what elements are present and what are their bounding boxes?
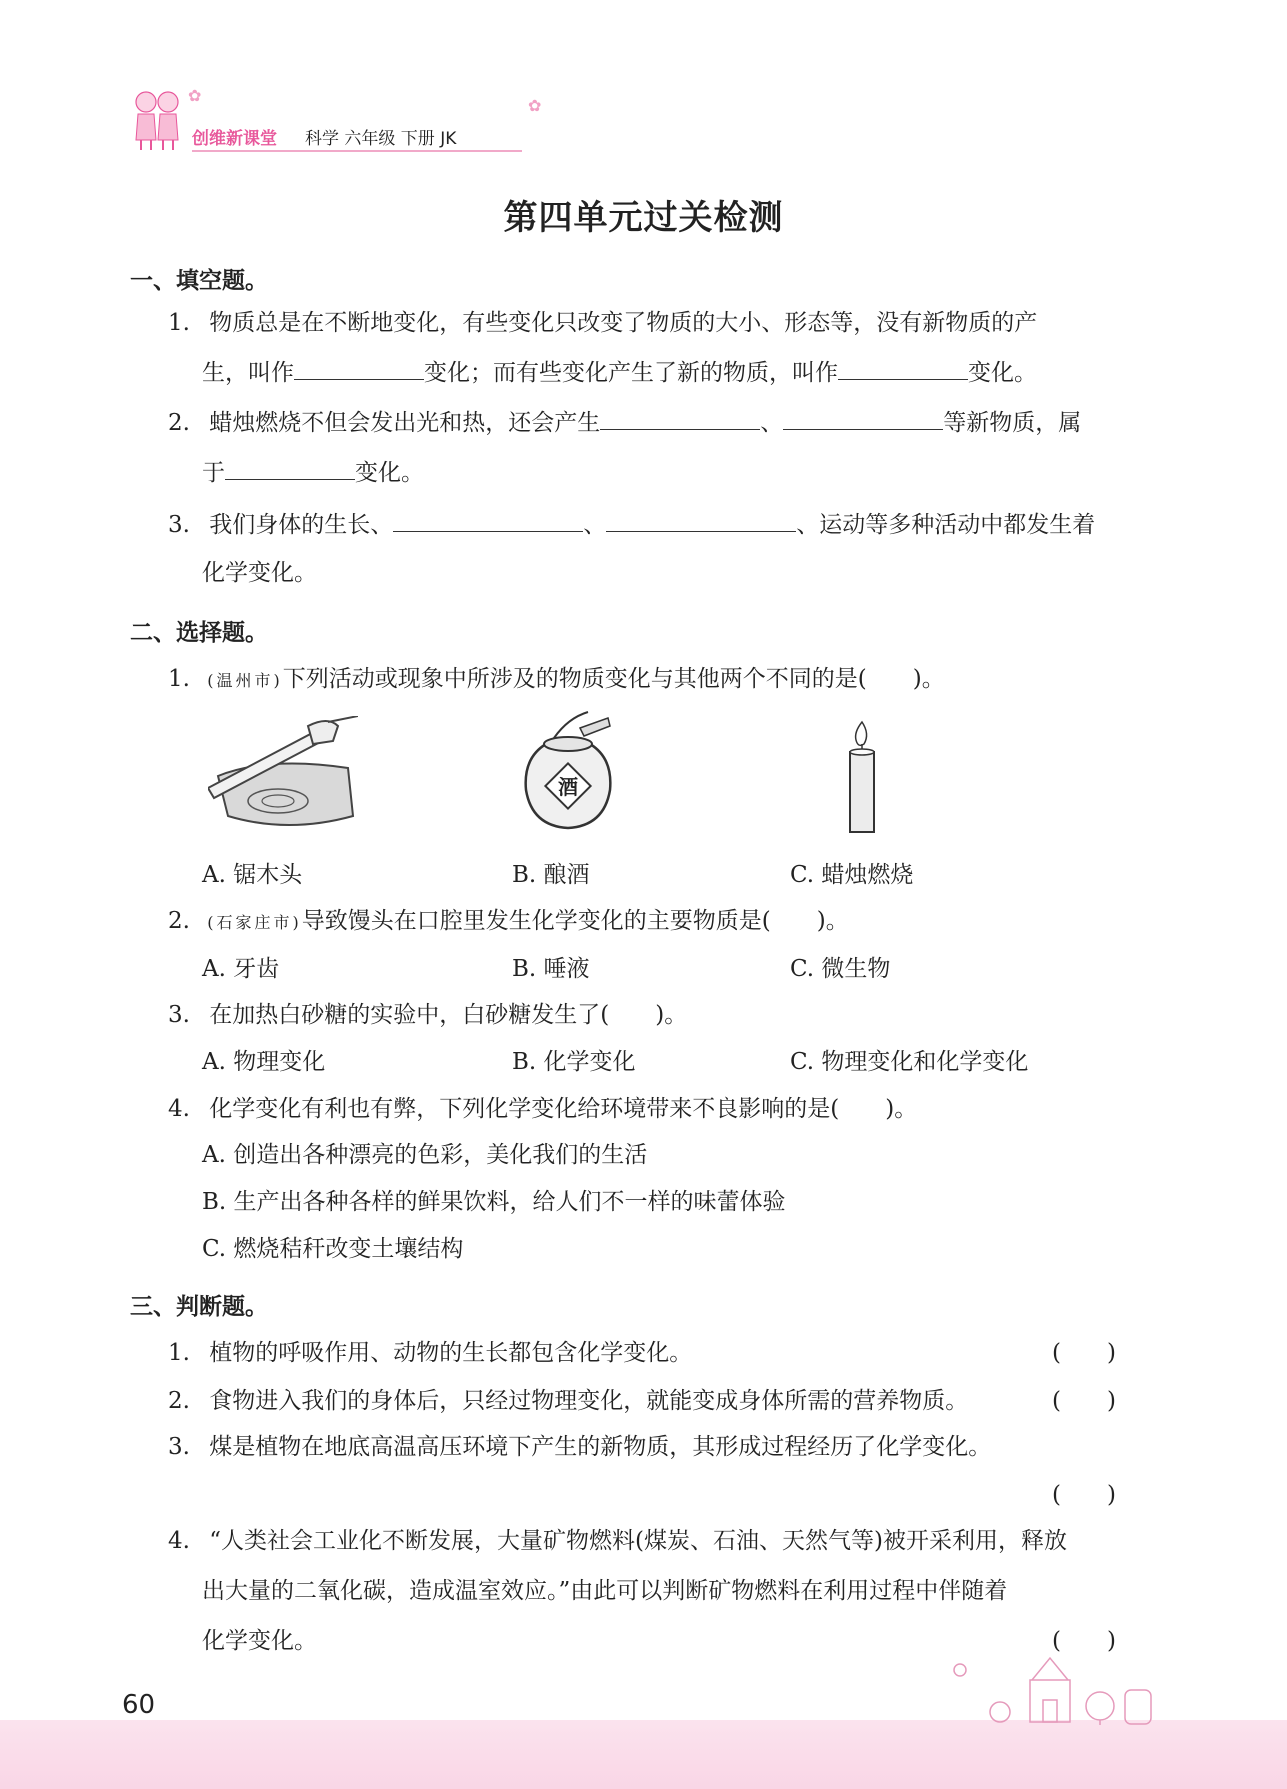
question-number: 1. — [168, 310, 190, 336]
question-text: 植物的呼吸作用、动物的生长都包含化学变化。 — [209, 1340, 693, 1366]
book-subject: 科学 六年级 下册 JK — [305, 129, 457, 149]
question-text: 下列活动或现象中所涉及的物质变化与其他两个不同的是( )。 — [282, 666, 945, 692]
footer-band — [0, 1720, 1287, 1789]
answer-parentheses[interactable]: ( ) — [1052, 1340, 1116, 1366]
option-a[interactable]: A. 牙齿 — [202, 956, 280, 982]
header-underline — [192, 150, 522, 152]
option-a[interactable]: A. 锯木头 — [202, 862, 303, 888]
option-c[interactable]: C. 蜡烛燃烧 — [790, 862, 914, 888]
jar-label: 酒 — [558, 775, 578, 799]
flower-icon: ✿ — [188, 86, 202, 105]
question-line — [202, 454, 424, 487]
question-line — [168, 1428, 991, 1461]
brand-name: 创维新课堂 — [192, 129, 277, 149]
source-city: (温州市) — [207, 671, 283, 690]
question-line — [202, 354, 1037, 387]
option-a[interactable]: A. 物理变化 — [202, 1049, 326, 1075]
question-line — [168, 304, 1037, 337]
question-text: 变化；而有些变化产生了新的物质，叫作 — [424, 360, 838, 386]
question-text: 导致馒头在口腔里发生化学变化的主要物质是( )。 — [301, 908, 849, 934]
question-line: 出大量的二氧化碳，造成温室效应。”由此可以判断矿物燃料在利用过程中伴随着 — [202, 1578, 1008, 1604]
option-c[interactable]: C. 物理变化和化学变化 — [790, 1049, 1029, 1075]
option-b[interactable]: B. 化学变化 — [512, 1049, 636, 1075]
answer-blank[interactable] — [783, 409, 943, 430]
question-number: 4. — [168, 1096, 190, 1122]
question-line — [168, 1090, 917, 1123]
question-text: 化学变化有利也有弊，下列化学变化给环境带来不良影响的是( )。 — [209, 1096, 918, 1122]
question-text: 我们身体的生长、 — [209, 512, 394, 538]
question-line — [168, 996, 687, 1029]
answer-blank[interactable] — [838, 359, 968, 380]
question-line — [168, 660, 945, 693]
question-line — [168, 1522, 1067, 1555]
sawing-wood-icon — [208, 716, 358, 836]
answer-blank[interactable] — [294, 359, 424, 380]
page-title: 第四单元过关检测 — [503, 198, 784, 238]
question-number: 4. — [168, 1528, 190, 1554]
page-number: 60 — [122, 1690, 156, 1720]
page-header — [120, 88, 540, 158]
question-number: 3. — [168, 1434, 190, 1460]
option-c[interactable]: C. 燃烧秸秆改变土壤结构 — [202, 1236, 464, 1262]
question-text: 、 — [583, 512, 607, 538]
option-b[interactable]: B. 唾液 — [512, 956, 590, 982]
question-line — [168, 404, 1081, 437]
question-number: 2. — [168, 908, 190, 934]
question-line — [168, 1382, 968, 1415]
burning-candle-icon — [842, 720, 882, 836]
question-number: 1. — [168, 1340, 190, 1366]
question-text: 在加热白砂糖的实验中，白砂糖发生了( )。 — [209, 1002, 688, 1028]
answer-parentheses[interactable]: ( ) — [1052, 1482, 1116, 1508]
section-heading-choice: 二、选择题。 — [130, 620, 268, 646]
section-heading-fill-blank: 一、填空题。 — [130, 268, 268, 294]
question-line: 化学变化。 — [202, 560, 317, 586]
question-number: 3. — [168, 1002, 190, 1028]
option-c[interactable]: C. 微生物 — [790, 956, 891, 982]
children-logo-icon — [128, 88, 190, 152]
question-line — [168, 506, 1095, 539]
question-text: 食物进入我们的身体后，只经过物理变化，就能变成身体所需的营养物质。 — [209, 1388, 969, 1414]
question-text: 煤是植物在地底高温高压环境下产生的新物质，其形成过程经历了化学变化。 — [209, 1434, 992, 1460]
answer-blank[interactable] — [600, 409, 760, 430]
answer-blank[interactable] — [393, 511, 583, 532]
option-b[interactable]: B. 生产出各种各样的鲜果饮料，给人们不一样的味蕾体验 — [202, 1189, 786, 1215]
question-text: 等新物质，属 — [943, 410, 1082, 436]
question-text: 、运动等多种活动中都发生着 — [796, 512, 1096, 538]
question-text: 、 — [760, 410, 784, 436]
wine-jar-icon — [518, 708, 618, 834]
question-number: 1. — [168, 666, 190, 692]
source-city: (石家庄市) — [207, 913, 302, 932]
question-line: 化学变化。 — [202, 1628, 317, 1654]
question-line — [168, 1334, 692, 1367]
question-text: 变化。 — [968, 360, 1037, 386]
question-number: 2. — [168, 1388, 190, 1414]
answer-blank[interactable] — [606, 511, 796, 532]
question-text: 生，叫作 — [202, 360, 294, 386]
answer-parentheses[interactable]: ( ) — [1052, 1628, 1116, 1654]
question-text: “人类社会工业化不断发展，大量矿物燃料(煤炭、石油、天然气等)被开采利用，释放 — [209, 1528, 1067, 1554]
section-heading-true-false: 三、判断题。 — [130, 1294, 268, 1320]
option-b[interactable]: B. 酿酒 — [512, 862, 590, 888]
flower-icon: ✿ — [528, 96, 542, 115]
question-number: 2. — [168, 410, 190, 436]
question-text: 于 — [202, 460, 225, 486]
answer-parentheses[interactable]: ( ) — [1052, 1388, 1116, 1414]
option-a[interactable]: A. 创造出各种漂亮的色彩，美化我们的生活 — [202, 1142, 648, 1168]
question-text: 变化。 — [355, 460, 424, 486]
question-line — [168, 902, 849, 935]
question-text: 蜡烛燃烧不但会发出光和热，还会产生 — [209, 410, 601, 436]
question-number: 3. — [168, 512, 190, 538]
answer-blank[interactable] — [225, 459, 355, 480]
question-text: 物质总是在不断地变化，有些变化只改变了物质的大小、形态等，没有新物质的产 — [209, 310, 1038, 336]
castle-decoration-icon — [940, 1650, 1180, 1725]
